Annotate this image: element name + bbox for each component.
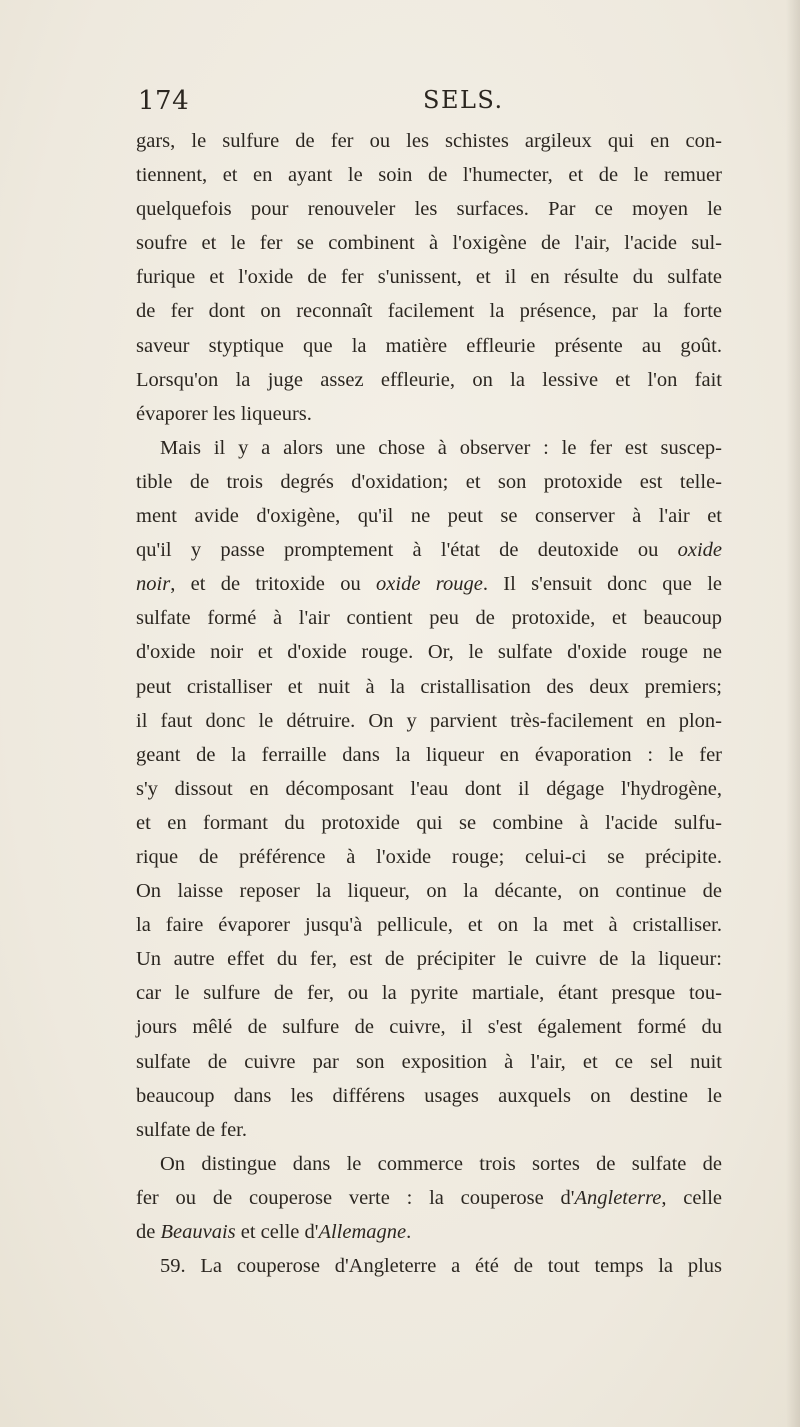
text-line: quelquefois pour renouveler les surfaces. Par ce moyen le [136, 198, 722, 221]
text-line: peut cristalliser et nuit à la cristallisation des deux premiers; [136, 675, 722, 698]
text-line: beaucoup dans les différens usages auxquels on destine le [136, 1084, 722, 1107]
text-line: sulfate de fer. [136, 1118, 247, 1141]
text-line: et en formant du protoxide qui se combine à l'acide sulfu- [136, 811, 722, 834]
text-segment: . Il s'ensuit donc que le [482, 573, 722, 596]
italic-term: oxide [677, 539, 722, 562]
text-segment: qu'il y passe promptement à l'état de deutoxide ou [136, 539, 678, 562]
text-line: furique et l'oxide de fer s'unissent, et il en résulte du sulfate [136, 266, 722, 289]
italic-term: Beauvais [160, 1221, 236, 1243]
text-segment: , et de tritoxide ou [170, 573, 377, 596]
text-line: ment avide d'oxigène, qu'il ne peut se conserver à l'air et [136, 505, 722, 528]
text-segment: . [406, 1221, 412, 1243]
text-line: car le sulfure de fer, ou la pyrite martiale, étant presque tou- [136, 982, 722, 1005]
text-line [136, 1181, 722, 1215]
text-line: Lorsqu'on la juge assez effleurie, on la lessive et l'on fait [136, 368, 722, 391]
text-line: geant de la ferraille dans la liqueur en évaporation : le fer [136, 743, 722, 766]
page-header [138, 86, 718, 122]
text-line: 59. La couperose d'Angleterre a été de tout temps la plus [160, 1255, 722, 1278]
text-line: Un autre effet du fer, est de précipiter le cuivre de la liqueur: [136, 948, 722, 971]
italic-term: Allemagne [318, 1221, 407, 1243]
text-line [136, 533, 722, 567]
text-line: On laisse reposer la liqueur, on la décante, on continue de [136, 880, 722, 903]
text-segment: et celle d' [235, 1221, 319, 1243]
text-line: soufre et le fer se combinent à l'oxigène de l'air, l'acide sul- [136, 232, 722, 255]
text-line: il faut donc le détruire. On y parvient très-facilement en plon- [136, 709, 722, 732]
text-line: On distingue dans le commerce trois sortes de sulfate de [160, 1152, 722, 1175]
text-line: la faire évaporer jusqu'à pellicule, et on la met à cristalliser. [136, 914, 722, 937]
text-line: gars, le sulfure de fer ou les schistes argileux qui en con- [136, 130, 722, 152]
text-line: sulfate de cuivre par son exposition à l'air, et ce sel nuit [136, 1050, 722, 1073]
italic-term: noir [136, 573, 171, 596]
text-line: sulfate formé à l'air contient peu de protoxide, et beaucoup [136, 607, 722, 630]
text-line: s'y dissout en décomposant l'eau dont il dégage l'hydrogène, [136, 777, 722, 800]
text-line: Mais il y a alors une chose à observer : le fer est suscep- [160, 436, 722, 459]
text-segment: , celle [661, 1186, 722, 1209]
italic-term: Angleterre [574, 1186, 662, 1209]
text-line: d'oxide noir et d'oxide rouge. Or, le sulfate d'oxide rouge ne [136, 641, 722, 664]
text-segment: fer ou de couperose verte : la couperose d' [136, 1186, 575, 1209]
text-line: jours mêlé de sulfure de cuivre, il s'est également formé du [136, 1016, 722, 1039]
text-line: rique de préférence à l'oxide rouge; celui-ci se précipite. [136, 845, 722, 868]
text-segment: de [136, 1221, 161, 1243]
italic-term: oxide rouge [376, 573, 483, 596]
running-head: SELS. [423, 86, 504, 114]
page-number: 174 [138, 86, 190, 116]
text-line: tible de trois degrés d'oxidation; et son protoxide est telle- [136, 470, 722, 493]
text-line [136, 567, 722, 601]
body-text [136, 124, 722, 1283]
text-line: saveur styptique que la matière effleurie présente au goût. [136, 334, 722, 357]
text-line: tiennent, et en ayant le soin de l'humecter, et de le remuer [136, 164, 722, 187]
text-line: évaporer les liqueurs. [136, 402, 312, 425]
text-line [136, 1215, 722, 1249]
page-edge-shadow [786, 0, 800, 1427]
text-line: de fer dont on reconnaît facilement la présence, par la forte [136, 300, 722, 323]
